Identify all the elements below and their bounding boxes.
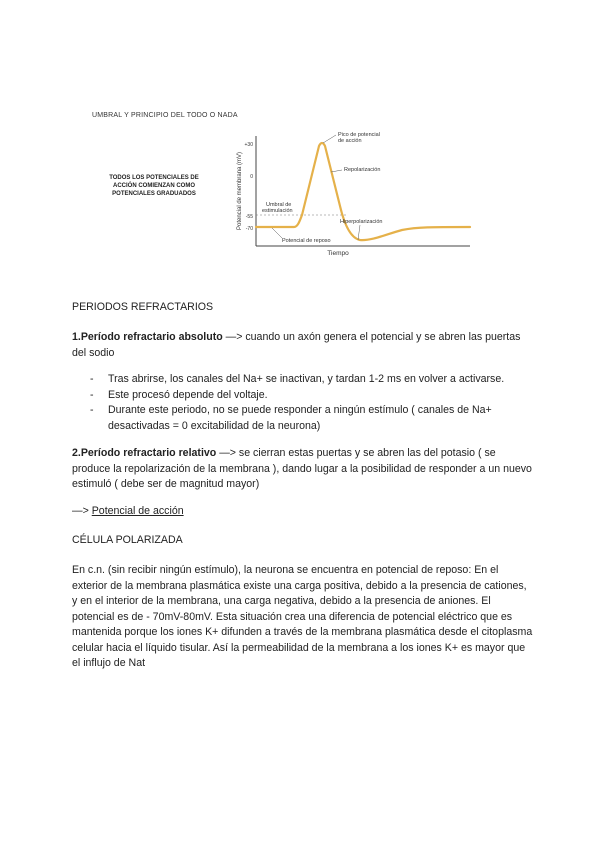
peak-label-line: Pico de potencial [338,132,380,138]
threshold-label [262,202,293,214]
figure-side-note: TODOS LOS POTENCIALES DE ACCIÓN COMIENZAN COMO POTENCIALES GRADUADOS [109,175,199,197]
arrow-text: —> [72,505,92,517]
tick-label: 0 [250,174,253,180]
peak-label [338,132,381,144]
x-axis-label: Tiempo [327,250,349,257]
action-potential-curve [256,143,470,240]
section-title: CÉLULA POLARIZADA [72,534,183,546]
hyper-pointer [358,225,360,240]
action-potential-chart [232,128,472,258]
relative-period-title: 2.Período refractario relativo [72,447,217,459]
rest-label: Potencial de reposo [282,238,331,244]
section-heading: PERIODOS REFRACTARIOS [72,301,214,313]
relative-period-text: —> se cierran estas puertas y se abren las del potasio ( se produce la repolarización de la membrana ), dando lugar a la posibilidad de responder a un nuevo estimuló ( debe ser de magnitud mayor) [72,447,532,490]
bullet-list [72,372,532,434]
repol-pointer [331,170,342,172]
threshold-label-line: estimulación [262,208,293,214]
paragraph-polarized-cell: En c.n. (sin recibir ningún estímulo), la neurona se encuentra en potencial de reposo: En el exterior de la membrana plasmática existe una carga positiva, debido a la presencia de cationes, y en el interior de la membrana, una carga negativa, debido a la presencia de aniones. El potencial es de - 70mV-80mV. Esta situación crea una diferencia de potencial eléctrico que es mantenida porque los iones K+ difunden a través de la membrana plasmática desde el citoplasma celular hacia el líquido tisular. Así la permeabilidad de la membrana a los iones K+ es mayor que el influjo de Nat [72,564,533,669]
rest-pointer [272,228,282,238]
tick-label: +30 [244,142,253,148]
paragraph-relative-period [72,446,532,493]
tick-label: -70 [245,226,253,232]
hyperpolarization-label: Hiperpolarización [340,219,383,225]
action-potential-link[interactable]: Potencial de acción [91,505,184,517]
tick-label: -55 [245,214,253,220]
list-item: - Este procesó depende del voltaje. [72,388,532,404]
peak-label-line: de acción [338,138,362,144]
peak-pointer [323,135,336,143]
paragraph-absolute-period [72,330,532,361]
link-line [72,504,184,520]
absolute-period-title: 1.Período refractario absoluto [72,331,223,343]
repolarization-label: Repolarización [344,167,381,173]
threshold-label-line: Umbral de [266,202,292,208]
list-item: - Durante este periodo, no se puede responder a ningún estímulo ( canales de Na+ desactivadas = 0 excitabilidad de la neurona) [72,403,532,434]
y-axis-label: Potencial de membrana (mV) [237,151,243,231]
list-item: - Tras abrirse, los canales del Na+ se inactivan, y tardan 1-2 ms en volver a activarse. [72,372,532,388]
figure-title: UMBRAL Y PRINCIPIO DEL TODO O NADA [92,112,238,119]
absolute-period-text: —> cuando un axón genera el potencial y se abren las puertas del sodio [72,331,521,359]
